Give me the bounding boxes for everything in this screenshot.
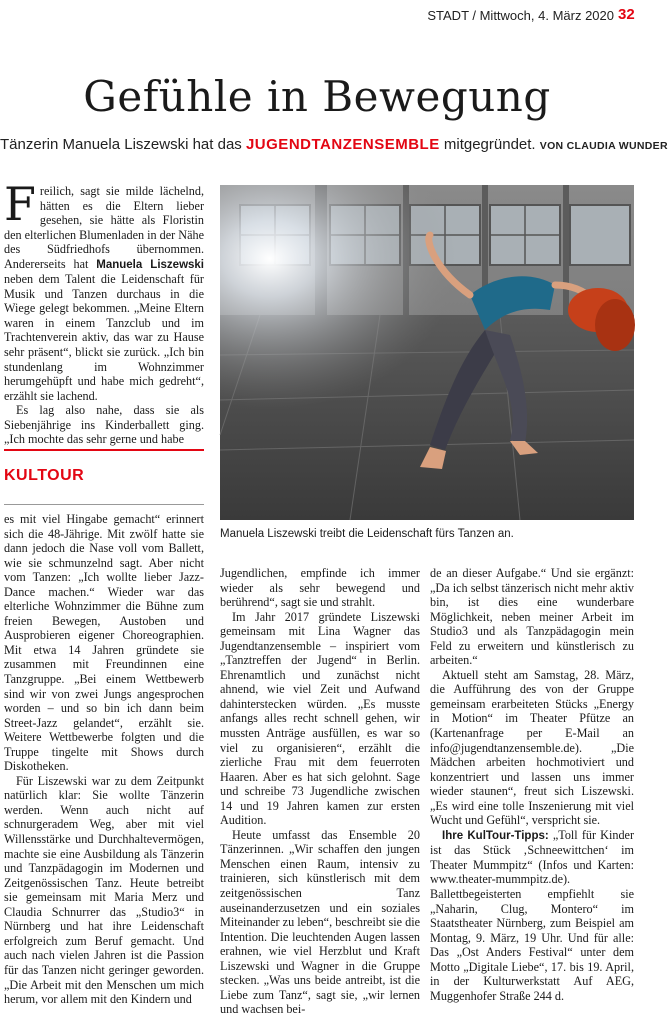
subline-text-before: Tänzerin Manuela Liszewski hat das: [0, 136, 246, 153]
paragraph: Es lag also nahe, dass sie als Siebenjährige ins Kinderballett ging. „Ich mochte das sehr gerne und habe: [4, 403, 204, 447]
subline-text-after: mitgegründet.: [439, 136, 540, 153]
paragraph: es mit viel Hingabe gemacht“ erinnert sich die 48-Jährige. Mit zwölf hatte sie dann jedoch die Nase voll vom Ballett, wie sie schmunzelnd sagt. Aber nicht vom Tanzen: „Ich wollte lieber Jazz-Dance machen.“ Wieder war das elterliche Wohnzimmer die Bühne zum freien Bewegen, Austoben und Ausprobieren eigener Choreographien. Mit etwa 14 Jahren gründete sie zusammen mit Freundinnen eine Tanzgruppe. „Bei einem Wettbewerb sind wir von zwei Jungs angesprochen worden – und so bin ich dann beim Street-Jazz gelandet“, erzählt sie. Weitere Wettbewerbe folgten und die Truppe tingelte mit Shows durch Diskotheken.: [4, 512, 204, 774]
paragraph-text: „Toll für Kinder ist das Stück ‚Schneewittchen‘ im Theater Mummpitz“ (Infos und Karten: www.theater-mummpitz.de). Ballettbegeisterten empfiehlt sie „Naharin, Clug, Montero“ im Staatstheater Nürnberg, zum Beispiel am Montag, 9. März, 19 Uhr. Und für alle: Das „Ost Anders Festival“ unter dem Motto „Digitale Liebe“, 17. bis 19. April, in der Kulturwerkstatt Auf AEG, Muggenhofer Straße 244 d.: [430, 827, 634, 1003]
page-header: [0, 6, 634, 26]
headline: Gefühle in Bewegung: [83, 72, 551, 121]
paragraph: de an dieser Aufgabe.“ Und sie ergänzt: „Da ich selbst tänzerisch nicht mehr aktiv bin, ist dies eine wunderbare Möglichkeit, neben meiner Arbeit im Studio3 und als Tanzpädagogin mein Feld zu erweitern und künstlerisch zu arbeiten.“: [430, 566, 634, 668]
article-column-2: [220, 566, 420, 1017]
paragraph: Für Liszewski war zu dem Zeitpunkt natürlich klar: Sie wollte Tänzerin werden. Wenn auch nicht auf schnurgeradem Weg, aber mit viel Willensstärke und Durchhaltevermögen, machte sie eine Ausbildung als Tänzerin und Tanzpädagogin im Modernen und Zeitgenössischen Tanz. Heute betreibt sie gemeinsam mit Maria Merz und Claudia Schnurrer das „Studio3“ in Nürnberg und hat ihre Leidenschaft erfolgreich zum Beruf gemacht. Und auch nach vielen Jahren ist die Passion für das Tanzen nicht geringer geworden. „Die Arbeit mit den Menschen um mich herum, vor allem mit den Kindern und: [4, 773, 204, 1007]
paragraph: Heute umfasst das Ensemble 20 Tänzerinnen. „Wir schaffen den jungen Menschen einen Raum, intensiv zu trainieren, sich künstlerisch mit dem zeitgenössischen Tanz auseinanderzusetzen und ein soziales Miteinander zu leben“, beschreibt sie die Intention. Die leuchtenden Augen lassen erahnen, wie viel Herzblut und Kraft Liszewski und Wagner in die Gruppe stecken. „Was uns beide antreibt, ist die Liebe zum Tanz“, sagt sie, „wir lernen und wachsen bei-: [220, 827, 420, 1017]
paragraph: Jugendlichen, empfinde ich immer wieder als sehr bewegend und berührend“, sagt sie und strahlt.: [220, 566, 420, 610]
dancer-photo: [220, 185, 634, 520]
paragraph: [4, 177, 205, 403]
drop-cap: F: [4, 177, 36, 231]
article-column-1: [4, 177, 205, 447]
dancer-photo-illustration: [220, 185, 634, 520]
subline: [0, 136, 668, 153]
tips-label: Ihre KulTour-Tipps:: [442, 829, 549, 842]
section-date: STADT / Mittwoch, 4. März 2020: [427, 8, 614, 23]
paragraph-text: reilich, sagt sie milde lächelnd, hätten es die Eltern lieber gesehen, sie hätte als Floristin den elterlichen Blumenladen in der Nähe des Südfriedhofs übernommen. Andererseits hat: [4, 184, 204, 271]
paragraph-text: neben dem Talent die Leidenschaft für Musik und Tanzen durchaus in die Wiege gelegt bekommen. „Meine Eltern waren in einem Tanzclub und im Trachtenverein aktiv, das war zu Hause sehr präsent“, blickt sie zurück. „Ich bin stundenlang im Wohnzimmer herumgehüpft und habe mich gedreht“, erzählt sie lachend.: [4, 272, 204, 403]
photo-caption: Manuela Liszewski treibt die Leidenschaft fürs Tanzen an.: [220, 528, 514, 540]
kultour-box: [4, 449, 204, 505]
article-column-1-continued: [4, 512, 204, 1007]
kultour-label: KULTOUR: [4, 467, 85, 484]
article-column-3: [430, 566, 634, 1003]
paragraph: Im Jahr 2017 gründete Liszewski gemeinsam mit Lina Wagner das Jugendtanzensemble – inspiriert vom „Tanztreffen der Jugend“ in Berlin. Ehrenamtlich und zunächst nicht ahnend, wie viel Zeit und Aufwand dahinterstecken würden. „Es musste anfangs alles recht schnell gehen, wir mussten Anträge ausfüllen, es war so viel zu organisieren“, erzählt die zierliche Frau mit dem feuerroten Haaren. Aber es hat sich gelohnt. Sage und schreibe 73 Jugendliche zwischen 14 und 19 Jahren kamen zur ersten Audition.: [220, 609, 420, 828]
subline-highlight: JUGENDTANZENSEMBLE: [245, 136, 440, 153]
paragraph: [430, 828, 634, 1004]
author-byline: VON CLAUDIA WUNDER: [539, 140, 668, 152]
paragraph: Aktuell steht am Samstag, 28. März, die Aufführung des von der Gruppe gemeinsam erarbeiteten Stücks „Energy in Motion“ im Theater Pfütze an (Kartenanfrage per E-Mail an info@jugendtanzensemble.de). „Die Mädchen arbeiten hochmotiviert und konzentriert und lassen uns immer wieder staunen“, freut sich Liszewski. „Es wird eine tolle Inszenierung mit viel Wucht und Gefühl“, verspricht sie.: [430, 667, 634, 828]
dancer-name: Manuela Liszewski: [96, 258, 205, 271]
page-number: 32: [618, 6, 635, 23]
